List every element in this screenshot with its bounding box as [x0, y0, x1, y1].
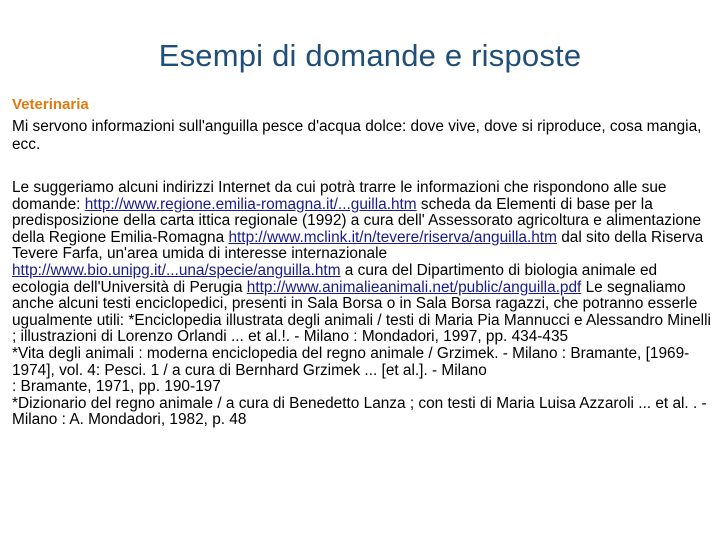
slide-title: Esempi di domande e risposte — [158, 38, 582, 73]
answer-text-1: scheda da Elementi di base per la predisposizione della carta ittica regionale (1992) a cura dell' Assessorato agricoltura e alimentazione della Regione Emilia-Romagna — [12, 195, 702, 246]
link-unipg-anguilla[interactable]: http://www.bio.unipg.it/...una/specie/anguilla.htm — [12, 261, 341, 279]
answer-block — [12, 180, 712, 429]
link-animalieanimali-pdf[interactable]: http://www.animalieanimali.net/public/anguilla.pdf — [246, 278, 582, 296]
reference-dizionario: *Dizionario del regno animale / a cura di Benedetto Lanza ; con testi di Maria Luisa Azzaroli ... et al. . - Milano : A. Mondadori, 1982, p. 48 — [12, 394, 707, 429]
question-text: Mi servono informazioni sull'anguilla pesce d'acqua dolce: dove vive, dove si riproduce, cosa mangia, ecc. — [12, 118, 702, 153]
answer-text-2: dal sito della Riserva Tevere Farfa, un'area umida di interesse internazionale — [12, 228, 704, 263]
reference-vita-animali-cont: : Bramante, 1971, pp. 190-197 — [12, 378, 221, 396]
link-mclink-tevere[interactable]: http://www.mclink.it/n/tevere/riserva/anguilla.htm — [228, 228, 557, 246]
answer-text-4: Le segnaliamo anche alcuni testi enciclopedici, presenti in Sala Borsa o in Sala Borsa ragazzi, che potranno esserle ugualmente utili: *Enciclopedia illustrata degli animali / testi di Maria Pia Mannucci e Alessandro Minelli ; illustrazioni di Lorenzo Orlandi ... et al.!. - Milano : Mondadori, 1997, pp. 434-435 — [12, 278, 711, 346]
answer-intro: Le suggeriamo alcuni indirizzi Internet da cui potrà trarre le informazioni che rispondono alle sue domande: — [12, 179, 667, 213]
answer-text-3: a cura del Dipartimento di biologia animale ed ecologia dell'Università di Perugia — [12, 261, 658, 296]
reference-vita-animali: *Vita degli animali : moderna enciclopedia del regno animale / Grzimek. - Milano : Bramante, [1969-1974], vol. 4: Pesci. 1 / a cura di Bernhard Grzimek ... [et al.]. - Milano — [12, 344, 690, 379]
category-heading: Veterinaria — [12, 96, 89, 113]
link-regione-emilia-romagna[interactable]: http://www.regione.emilia-romagna.it/...guilla.htm — [84, 195, 417, 213]
answer-paragraph — [12, 180, 712, 346]
